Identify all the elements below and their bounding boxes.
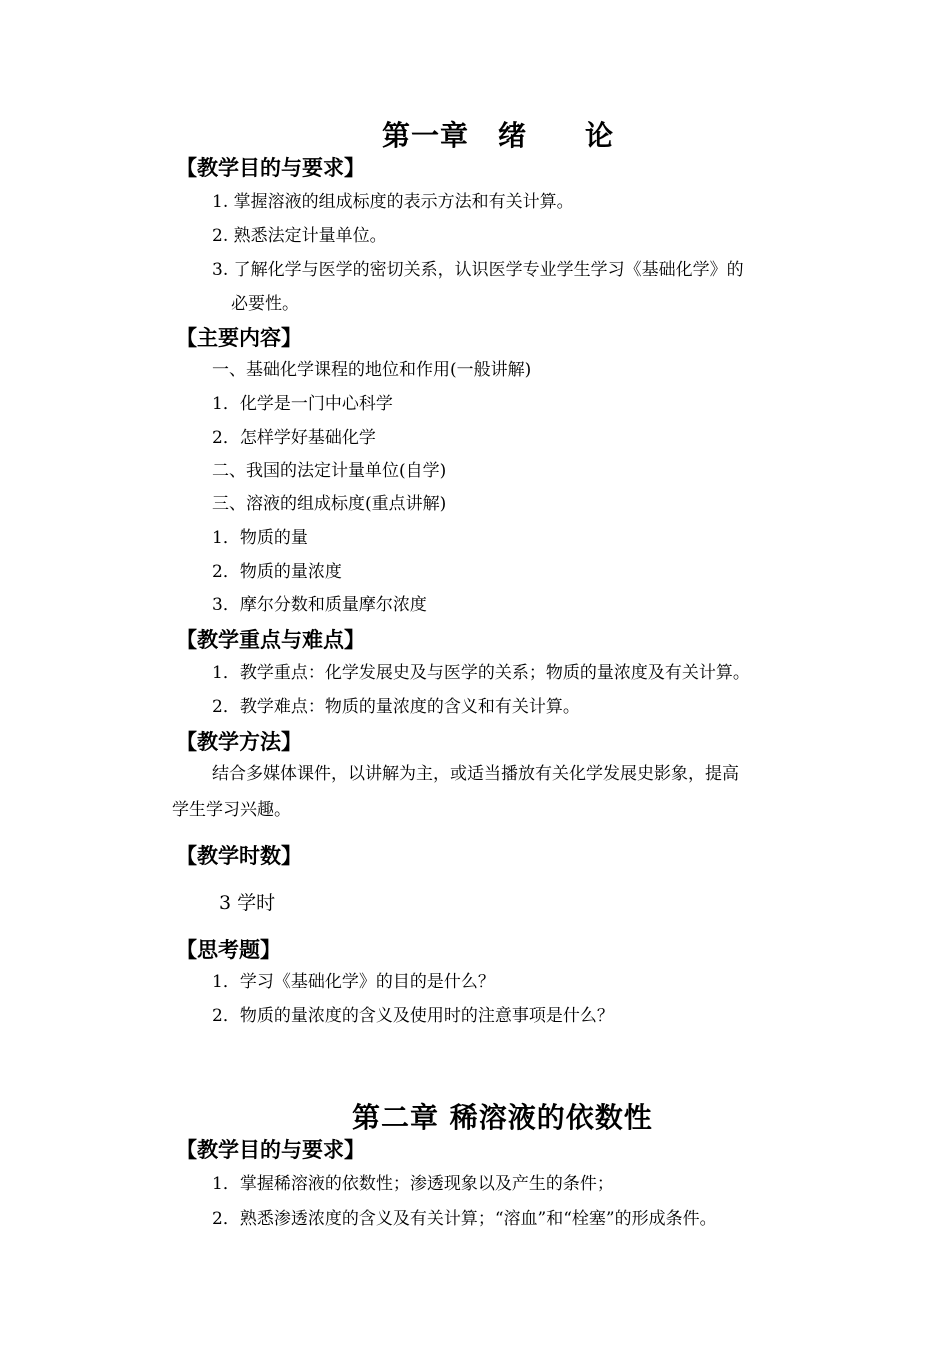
content-item: 1．化学是一门中心科学 bbox=[212, 394, 393, 414]
method-text-line1: 结合多媒体课件，以讲解为主，或适当播放有关化学发展史影象，提高 bbox=[212, 764, 739, 784]
content-item: 2．怎样学好基础化学 bbox=[212, 428, 376, 448]
chapter2-objectives-heading: 【教学目的与要求】 bbox=[176, 1138, 365, 1162]
chapter1-content-heading: 【主要内容】 bbox=[176, 326, 302, 350]
keypoint-item: 1．教学重点：化学发展史及与医学的关系；物质的量浓度及有关计算。 bbox=[212, 663, 750, 683]
chapter2-objective-2: 2．熟悉渗透浓度的含义及有关计算；“溶血”和“栓塞”的形成条件。 bbox=[212, 1209, 717, 1229]
content-item: 1．物质的量 bbox=[212, 528, 308, 548]
chapter1-title: 第一章 绪 论 bbox=[382, 119, 615, 152]
chapter1-questions-heading: 【思考题】 bbox=[176, 938, 281, 962]
content-item: 二、我国的法定计量单位(自学) bbox=[212, 461, 447, 481]
chapter2-title: 第二章 稀溶液的依数性 bbox=[352, 1101, 653, 1134]
chapter2-objective-1: 1．掌握稀溶液的依数性；渗透现象以及产生的条件； bbox=[212, 1174, 614, 1194]
question-item: 1．学习《基础化学》的目的是什么？ bbox=[212, 972, 495, 992]
hours-value: 3 学时 bbox=[219, 892, 276, 914]
chapter1-objective-1: 1. 掌握溶液的组成标度的表示方法和有关计算。 bbox=[212, 192, 574, 212]
keypoint-item: 2．教学难点：物质的量浓度的含义和有关计算。 bbox=[212, 697, 580, 717]
question-item: 2．物质的量浓度的含义及使用时的注意事项是什么？ bbox=[212, 1006, 614, 1026]
chapter1-objective-2: 2. 熟悉法定计量单位。 bbox=[212, 226, 387, 246]
method-text-line2: 学生学习兴趣。 bbox=[172, 800, 291, 820]
chapter1-objective-3: 3. 了解化学与医学的密切关系，认识医学专业学生学习《基础化学》的 bbox=[212, 260, 744, 280]
content-item: 2．物质的量浓度 bbox=[212, 562, 342, 582]
chapter1-hours-heading: 【教学时数】 bbox=[176, 844, 302, 868]
chapter1-objectives-heading: 【教学目的与要求】 bbox=[176, 156, 365, 180]
content-item: 一、基础化学课程的地位和作用(一般讲解) bbox=[212, 360, 532, 380]
chapter1-method-heading: 【教学方法】 bbox=[176, 730, 302, 754]
content-item: 三、溶液的组成标度(重点讲解) bbox=[212, 494, 447, 514]
chapter1-objective-3-cont: 必要性。 bbox=[231, 294, 299, 314]
chapter1-keypoints-heading: 【教学重点与难点】 bbox=[176, 628, 365, 652]
content-item: 3．摩尔分数和质量摩尔浓度 bbox=[212, 595, 427, 615]
